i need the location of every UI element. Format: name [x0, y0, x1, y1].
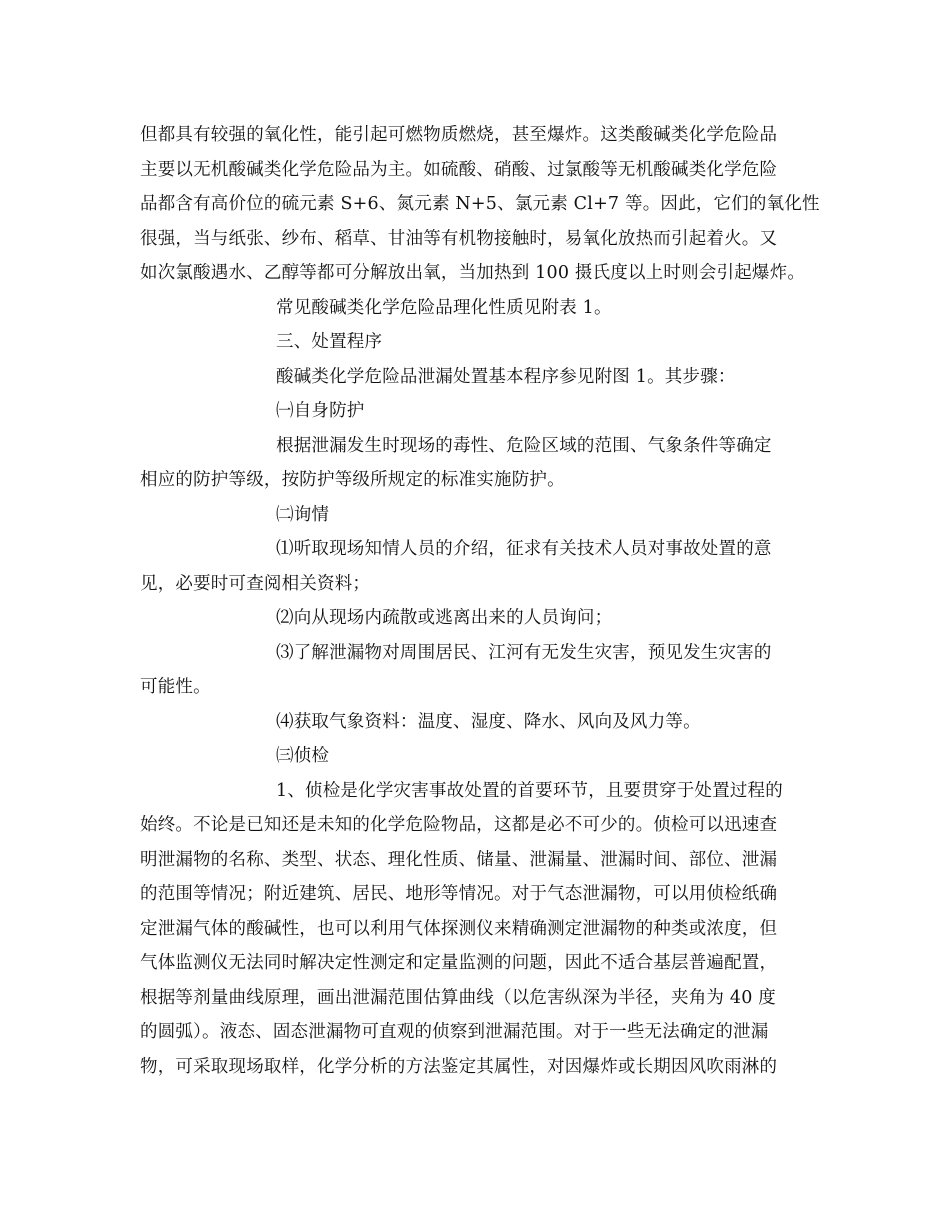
paragraph-line: 可能性。	[140, 677, 211, 697]
paragraph-line: 始终。不论是已知还是未知的化学危险物品，这都是必不可少的。侦检可以迅速查	[140, 815, 778, 835]
paragraph-line: 1、侦检是化学灾害事故处置的首要环节，且要贯穿于处置过程的	[276, 780, 783, 801]
list-item: ⑴听取现场知情人员的介绍，征求有关技术人员对事故处置的意	[276, 539, 772, 559]
paragraph-line: 明泄漏物的名称、类型、状态、理化性质、储量、泄漏量、泄漏时间、部位、泄漏	[140, 849, 778, 870]
list-item: ⑶了解泄漏物对周围居民、江河有无发生灾害，预见发生灾害的	[276, 642, 772, 663]
paragraph-line: 见，必要时可查阅相关资料；	[140, 573, 371, 594]
paragraph-line: 相应的防护等级，按防护等级所规定的标准实施防护。	[140, 470, 565, 490]
paragraph-line: 的范围等情况；附近建筑、居民、地形等情况。对于气态泄漏物，可以用侦检纸确	[140, 884, 778, 904]
subsection-heading: ㈢侦检	[276, 746, 330, 766]
paragraph-line: 根据泄漏发生时现场的毒性、危险区域的范围、气象条件等确定	[276, 435, 772, 456]
document-body	[140, 118, 820, 1084]
paragraph-line: 但都具有较强的氧化性，能引起可燃物质燃烧，甚至爆炸。这类酸碱类化学危险品	[140, 125, 778, 145]
paragraph-line: 物，可采取现场取样，化学分析的方法鉴定其属性，对因爆炸或长期因风吹雨淋的	[140, 1056, 778, 1077]
paragraph-line: 如次氯酸遇水、乙醇等都可分解放出氧，当加热到 100 摄氏度以上时则会引起爆炸。	[140, 263, 806, 283]
list-item: ⑷获取气象资料：温度、湿度、降水、风向及风力等。	[276, 711, 701, 732]
paragraph-line: 很强，当与纸张、纱布、稻草、甘油等有机物接触时，易氧化放热而引起着火。又	[140, 228, 778, 249]
subsection-heading: ㈠自身防护	[276, 401, 365, 421]
paragraph-line: 气体监测仪无法同时解决定性测定和定量监测的问题，因此不适合基层普遍配置，	[140, 953, 778, 973]
paragraph-line: 常见酸碱类化学危险品理化性质见附表 1。	[276, 297, 612, 318]
list-item: ⑵向从现场内疏散或逃离出来的人员询问；	[276, 608, 613, 628]
paragraph-line: 主要以无机酸碱类化学危险品为主。如硫酸、硝酸、过氯酸等无机酸碱类化学危险	[140, 159, 778, 180]
paragraph-line: 的圆弧）。液态、固态泄漏物可直观的侦察到泄漏范围。对于一些无法确定的泄漏	[140, 1022, 769, 1042]
paragraph-line: 定泄漏气体的酸碱性，也可以利用气体探测仪来精确测定泄漏物的种类或浓度，但	[140, 918, 778, 939]
subsection-heading: ㈡询情	[276, 504, 330, 525]
paragraph-line: 酸碱类化学危险品泄漏处置基本程序参见附图 1。其步骤：	[276, 366, 736, 387]
section-heading: 三、处置程序	[276, 332, 383, 352]
paragraph-line: 根据等剂量曲线原理，画出泄漏范围估算曲线（以危害纵深为半径，夹角为 40 度	[140, 987, 776, 1008]
paragraph-line: 品都含有高价位的硫元素 S+6、氮元素 N+5、氯元素 Cl+7 等。因此，它们的氧化性	[140, 194, 820, 214]
